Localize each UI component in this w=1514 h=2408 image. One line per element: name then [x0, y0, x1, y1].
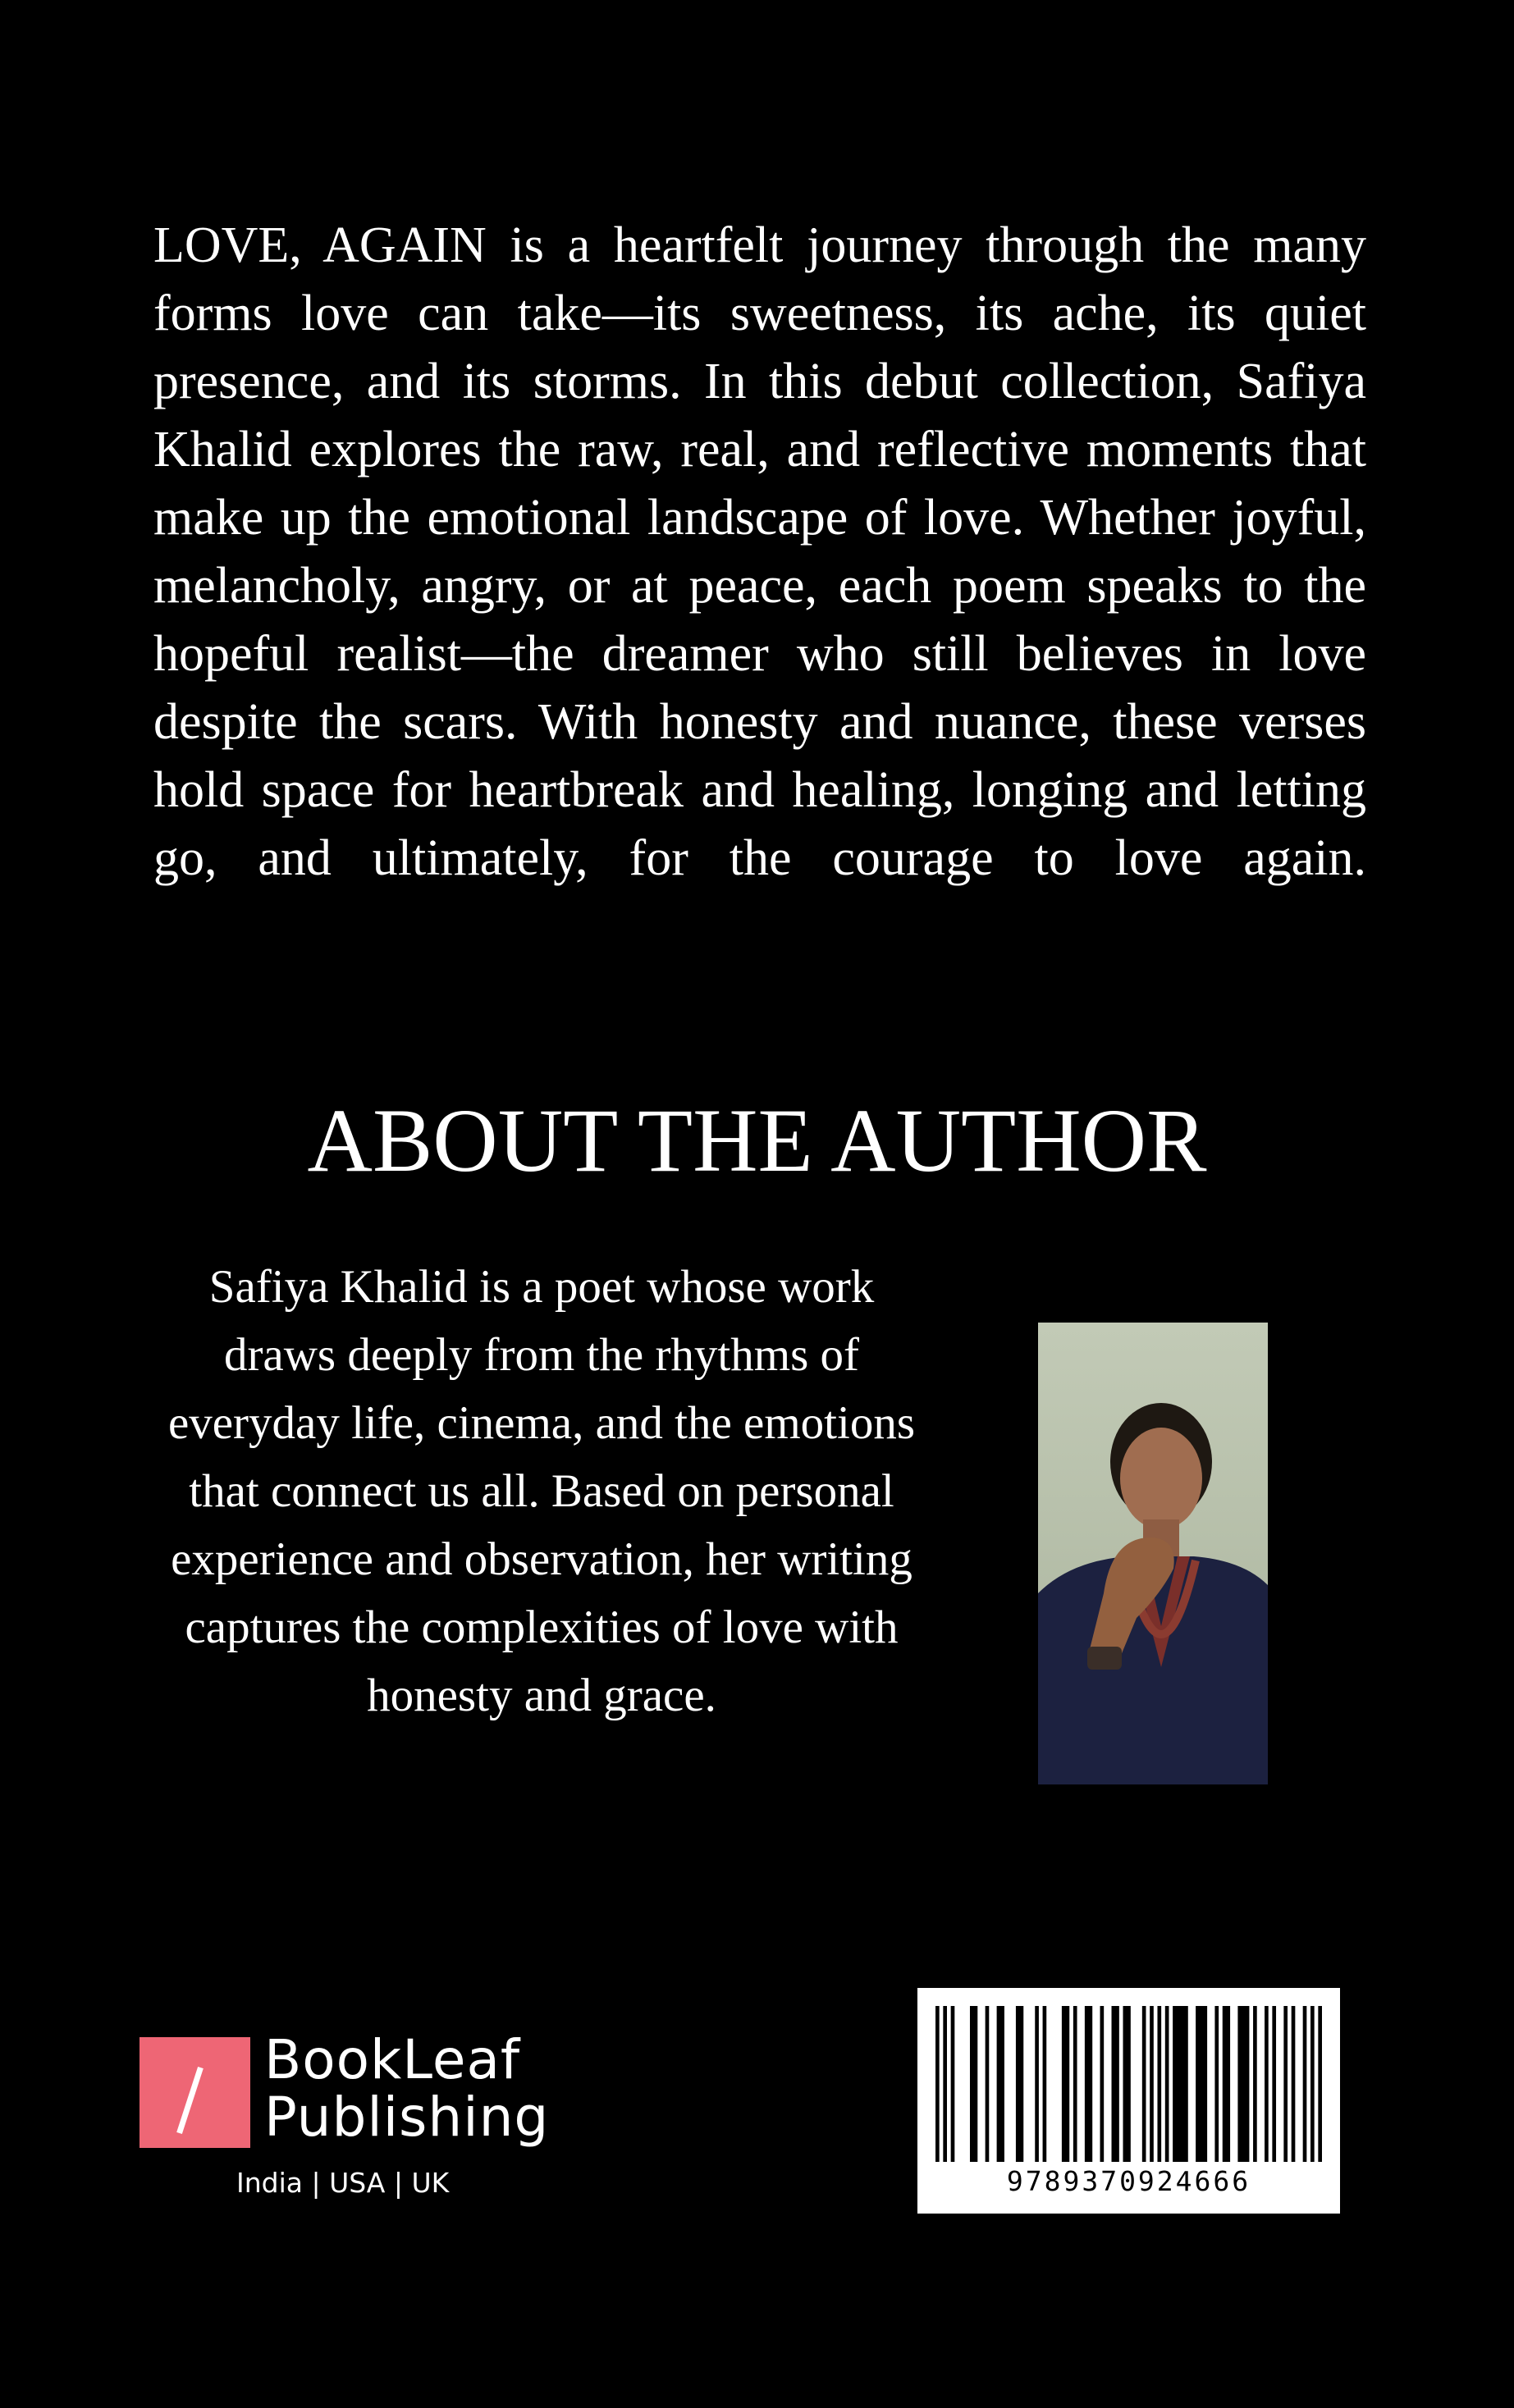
barcode-bar: [1150, 2006, 1154, 2162]
publisher-name-line2: Publishing: [264, 2086, 550, 2149]
author-bio: Safiya Khalid is a poet whose work draws deeply from the rhythms of everyday life, cinema, and the emotions that connect us all. Based on personal experience and observation, her writing captures the complexities of love with honesty and grace.: [167, 1261, 916, 1721]
barcode-bar: [1173, 2006, 1188, 2162]
barcode-bar: [970, 2006, 977, 2162]
barcode-bar: [943, 2006, 947, 2162]
about-author-heading: ABOUT THE AUTHOR: [307, 1090, 1207, 1190]
barcode-bar: [1123, 2006, 1131, 2162]
barcode-bar: [935, 2006, 940, 2162]
barcode-bar: [1303, 2006, 1307, 2162]
publisher-regions: India | USA | UK: [236, 2167, 450, 2199]
barcode-bar: [1223, 2006, 1230, 2162]
barcode-bar: [951, 2006, 955, 2162]
isbn-barcode: [917, 1988, 1340, 2214]
barcode-bar: [1237, 2006, 1249, 2162]
barcode-bar: [1035, 2006, 1039, 2162]
barcode-bar: [997, 2006, 1004, 2162]
barcode-bar: [986, 2006, 990, 2162]
barcode-bar: [1112, 2006, 1119, 2162]
barcode-bar: [1100, 2006, 1105, 2162]
author-photo: [1038, 1323, 1268, 1784]
barcode-bar: [1157, 2006, 1161, 2162]
barcode-bar: [1318, 2006, 1322, 2162]
barcode-bar: [1073, 2006, 1077, 2162]
barcode-bar: [1265, 2006, 1269, 2162]
barcode-bar: [1196, 2006, 1207, 2162]
barcode-bar: [1272, 2006, 1276, 2162]
barcode-bar: [1043, 2006, 1047, 2162]
author-portrait-image: [1038, 1323, 1268, 1784]
barcode-bars: [935, 2006, 1322, 2162]
book-blurb: LOVE, AGAIN is a heartfelt journey through the many forms love can take—its sweetness, its ache, its quiet presence, and its storms. In this debut collection, Safiya Khalid explores the raw, real, and reflective moments that make up the emotional landscape of love. Whether joyful, melancholy, angry, or at peace, each poem speaks to the hopeful realist—the dreamer who still believes in love despite the scars. With honesty and nuance, these verses hold space for heartbreak and healing, longing and letting go, and ultimately, for the courage to love again.: [153, 217, 1366, 886]
slash-icon: [176, 2067, 204, 2134]
barcode-bar: [1085, 2006, 1092, 2162]
barcode-bar: [1142, 2006, 1146, 2162]
barcode-bar: [1292, 2006, 1296, 2162]
publisher-name-line1: BookLeaf: [264, 2028, 521, 2091]
publisher-logo-mark: [140, 2037, 250, 2148]
barcode-bar: [1310, 2006, 1315, 2162]
barcode-bar: [1016, 2006, 1023, 2162]
barcode-bar: [1062, 2006, 1069, 2162]
barcode-bar: [1165, 2006, 1169, 2162]
isbn-number: 9789370924666: [1006, 2165, 1251, 2197]
barcode-bar: [1253, 2006, 1257, 2162]
barcode-bar: [1283, 2006, 1288, 2162]
barcode-bar: [1214, 2006, 1219, 2162]
publisher-logo: [140, 2028, 566, 2211]
